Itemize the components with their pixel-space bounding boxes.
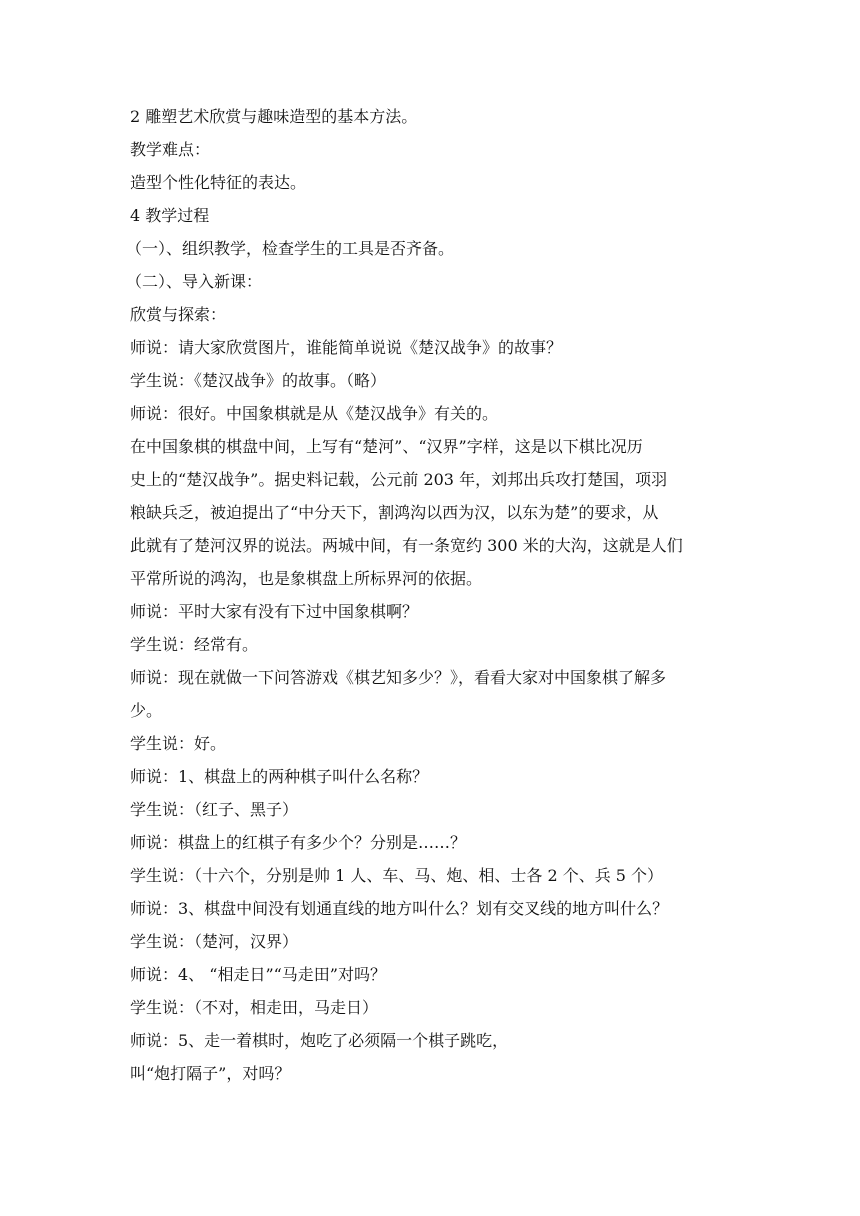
paragraph-line: 在中国象棋的棋盘中间，上写有“楚河”、“汉界”字样，这是以下棋比况历 (130, 437, 643, 456)
dialogue-line: 学生说：（十六个，分别是帅 1 人、车、马、炮、相、士各 2 个、兵 5 个） (130, 866, 664, 885)
dialogue-line: 学生说：好。 (130, 734, 227, 753)
dialogue-line: 师说：棋盘上的红棋子有多少个？分别是……？ (130, 833, 467, 852)
heading-teaching-difficulty: 教学难点： (130, 140, 211, 159)
dialogue-line: 学生说：《楚汉战争》的故事。（略） (130, 371, 387, 390)
dialogue-line: 师说：3、棋盘中间没有划通直线的地方叫什么？划有交叉线的地方叫什么？ (130, 899, 669, 918)
dialogue-line: 师说：4、 “相走日”“马走田”对吗？ (130, 965, 386, 984)
document-body (126, 100, 735, 1090)
dialogue-line: 师说：请大家欣赏图片，谁能简单说说《楚汉战争》的故事？ (130, 338, 563, 357)
dialogue-line: 师说：平时大家有没有下过中国象棋啊？ (130, 602, 419, 621)
text-line-difficulty: 造型个性化特征的表达。 (130, 173, 307, 192)
paragraph-line: 此就有了楚河汉界的说法。两城中间，有一条宽约 300 米的大沟，这就是人们 (130, 536, 683, 555)
step-organize-teaching: （一）、组织教学，检查学生的工具是否齐备。 (126, 239, 455, 258)
dialogue-line: 学生说：（红子、黑子） (130, 800, 299, 819)
dialogue-line: 师说：很好。中国象棋就是从《楚汉战争》有关的。 (130, 404, 499, 423)
paragraph-line: 平常所说的鸿沟，也是象棋盘上所标界河的依据。 (130, 569, 483, 588)
dialogue-line: 师说：1、棋盘上的两种棋子叫什么名称？ (130, 767, 429, 786)
dialogue-line: 少。 (130, 701, 163, 720)
step-introduce-lesson: （二）、导入新课： (126, 272, 263, 291)
paragraph-line: 史上的“楚汉战争”。据史料记载，公元前 203 年，刘邦出兵攻打楚国，项羽 (130, 470, 668, 489)
heading-teaching-process: 4 教学过程 (130, 206, 210, 225)
paragraph-chu-han-history (130, 430, 735, 595)
heading-appreciation: 欣赏与探索： (130, 305, 227, 324)
dialogue-line: 师说：现在就做一下问答游戏《棋艺知多少？》，看看大家对中国象棋了解多 (130, 668, 667, 687)
dialogue-line: 师说：5、走一着棋时，炮吃了必须隔一个棋子跳吃， (130, 1031, 509, 1050)
paragraph-line: 粮缺兵乏，被迫提出了“中分天下，割鸿沟以西为汉，以东为楚”的要求，从 (130, 503, 659, 522)
dialogue-line: 学生说：（楚河，汉界） (130, 932, 299, 951)
dialogue-line: 叫“炮打隔子”，对吗？ (130, 1064, 291, 1083)
dialogue-line: 学生说：经常有。 (130, 635, 259, 654)
text-line-key-point-2: 2 雕塑艺术欣赏与趣味造型的基本方法。 (130, 107, 418, 126)
dialogue-line: 学生说：（不对，相走田，马走日） (130, 998, 379, 1017)
